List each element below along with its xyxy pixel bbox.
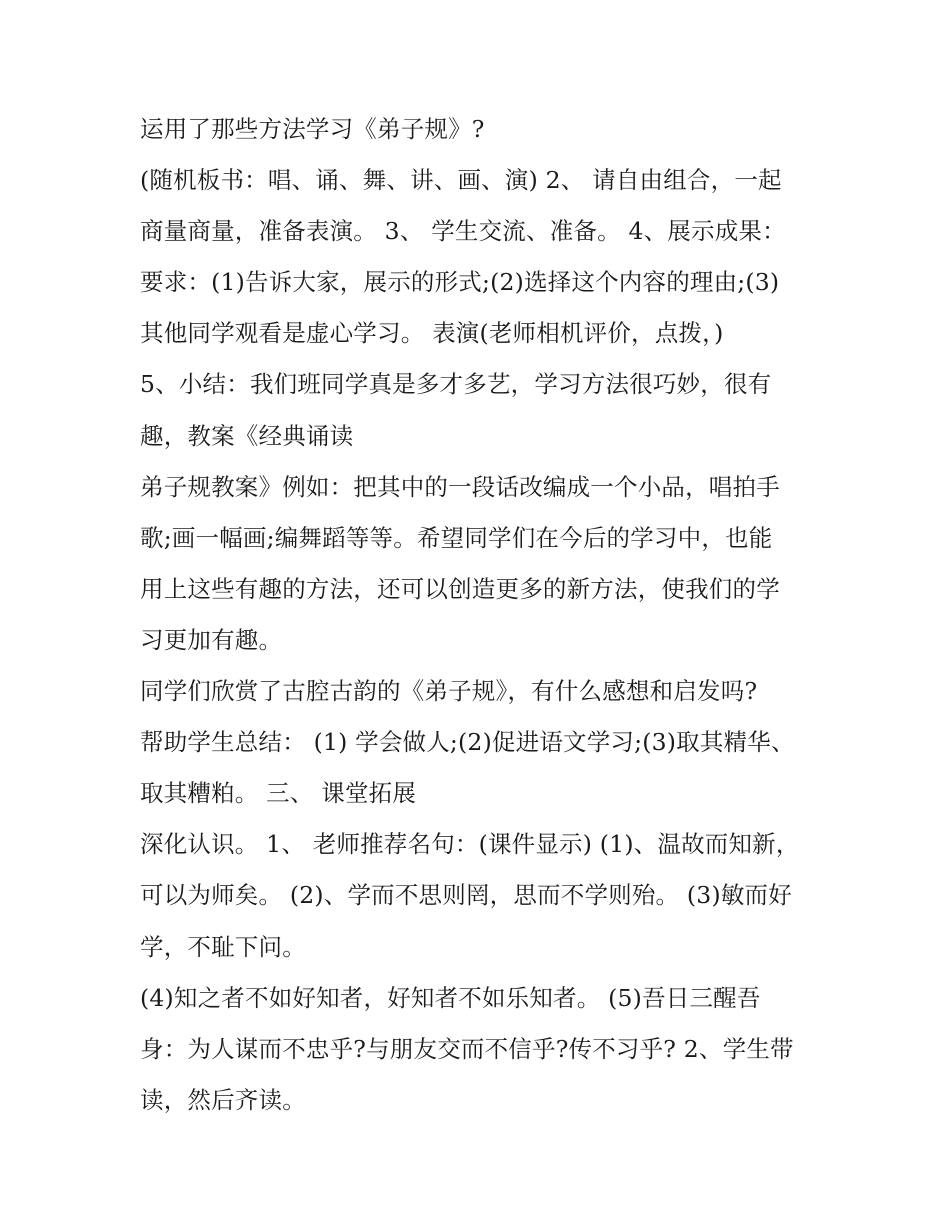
text-line: 商量商量，准备表演。 3、 学生交流、准备。 4、展示成果： — [140, 217, 786, 246]
text-line: 读，然后齐读。 — [140, 1085, 306, 1114]
document-body — [140, 104, 820, 1126]
text-line: 身：为人谋而不忠乎?与朋友交而不信乎?传不习乎? 2、学生带 — [140, 1034, 794, 1063]
text-line: 帮助学生总结： (1) 学会做人;(2)促进语文学习;(3)取其精华、 — [140, 728, 795, 757]
text-line: 5、小结：我们班同学真是多才多艺，学习方法很巧妙，很有 — [140, 370, 772, 399]
text-line: 运用了那些方法学习《弟子规》? — [140, 115, 485, 143]
text-line: 可以为师矣。 (2)、学而不思则罔，思而不学则殆。 (3)敏而好 — [140, 881, 792, 910]
text-line: 其他同学观看是虚心学习。 表演(老师相机评价，点拨，) — [140, 319, 724, 348]
text-line: 用上这些有趣的方法，还可以创造更多的新方法，使我们的学 — [140, 574, 780, 603]
text-line: (4)知之者不如好知者，好知者不如乐知者。 (5)吾日三醒吾 — [140, 983, 761, 1012]
text-line: 趣，教案《经典诵读 — [140, 421, 354, 450]
text-line: 学，不耻下问。 — [140, 932, 306, 961]
text-line: 歌;画一幅画;编舞蹈等等。希望同学们在今后的学习中，也能 — [140, 523, 773, 552]
text-line: (随机板书：唱、诵、舞、讲、画、演) 2、 请自由组合，一起 — [140, 166, 782, 195]
text-line: 同学们欣赏了古腔古韵的《弟子规》，有什么感想和启发吗? — [140, 677, 758, 706]
text-line: 弟子规教案》例如：把其中的一段话改编成一个小品，唱拍手 — [140, 472, 780, 501]
text-line: 深化认识。 1、 老师推荐名句：(课件显示) (1)、温故而知新， — [140, 830, 800, 859]
text-line: 习更加有趣。 — [140, 625, 283, 654]
text-line: 取其糟粕。 三、 课堂拓展 — [140, 779, 417, 808]
text-line: 要求：(1)告诉大家，展示的形式;(2)选择这个内容的理由;(3) — [140, 268, 780, 297]
